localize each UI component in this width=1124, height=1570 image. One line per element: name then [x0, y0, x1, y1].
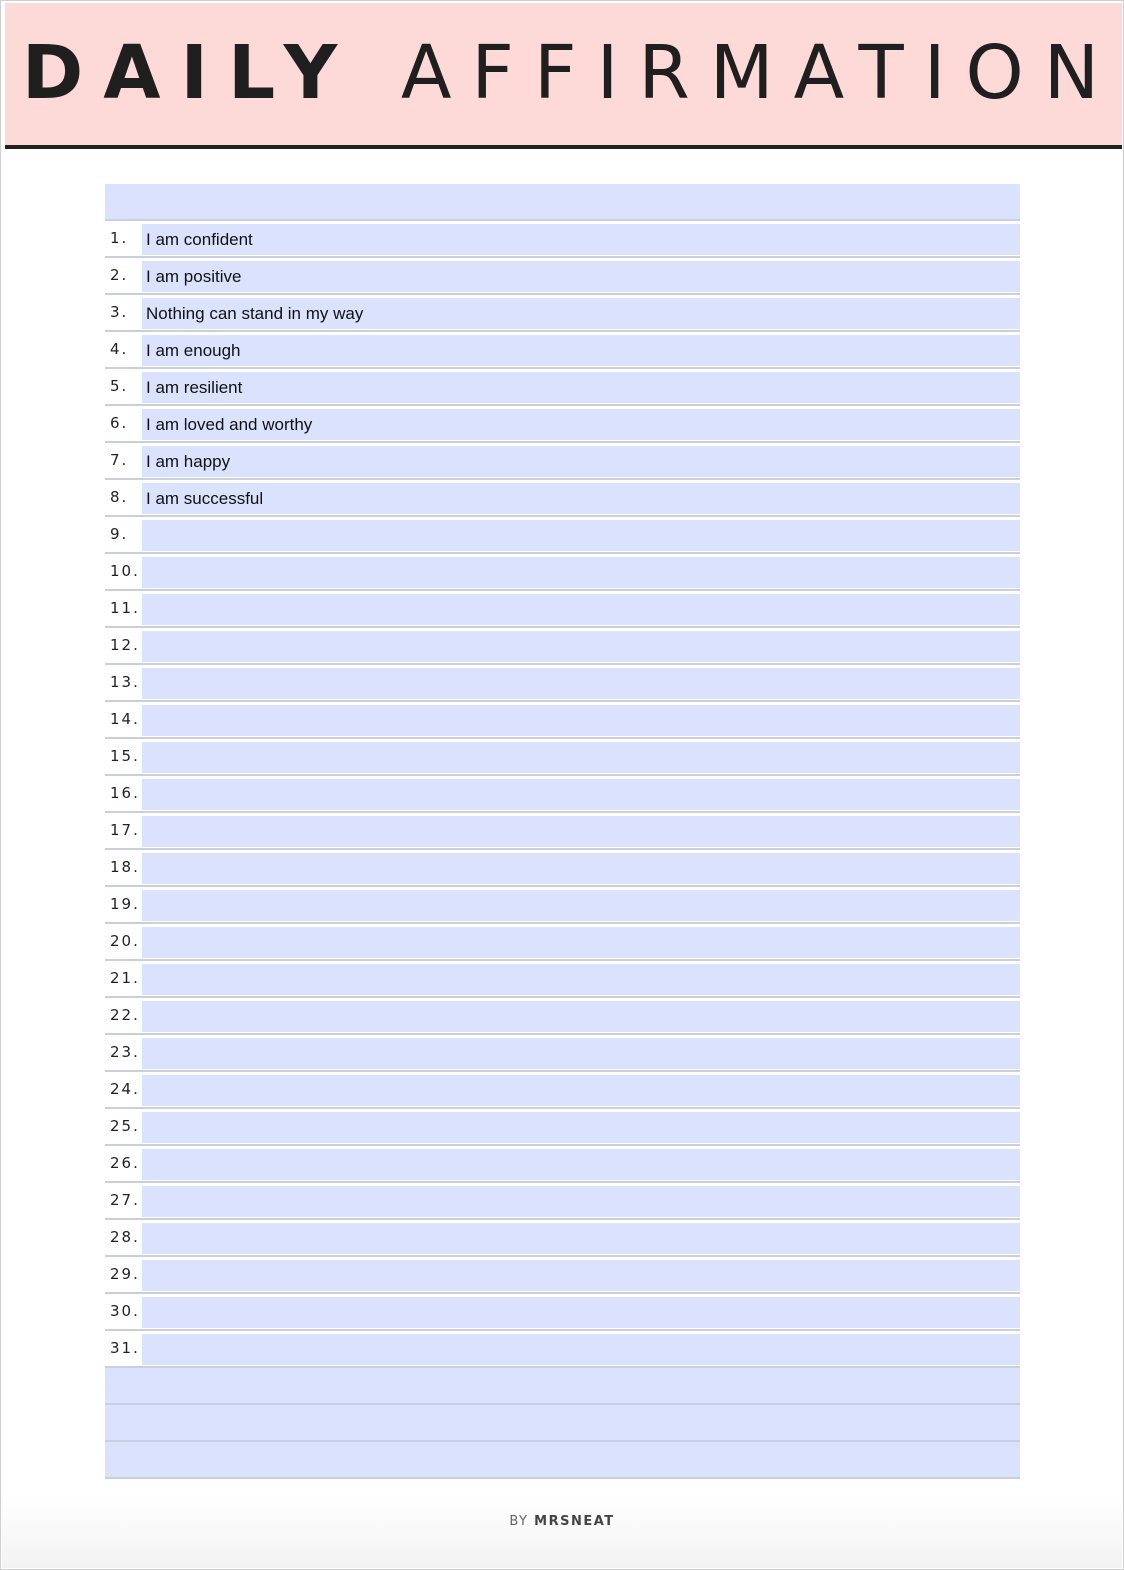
item-number: 9.	[110, 525, 129, 543]
item-number: 13.	[110, 673, 140, 691]
footer-band-1	[105, 1368, 1020, 1405]
affirmation-list	[105, 221, 1020, 1368]
affirmation-field[interactable]	[142, 1260, 1020, 1291]
affirmation-field[interactable]	[142, 816, 1020, 847]
list-item	[105, 961, 1020, 998]
affirmation-field[interactable]	[142, 1075, 1020, 1106]
item-number: 5.	[110, 377, 129, 395]
list-item	[105, 221, 1020, 258]
affirmation-field[interactable]	[142, 1001, 1020, 1032]
list-item	[105, 665, 1020, 702]
affirmation-field[interactable]	[142, 409, 1020, 440]
item-number: 10.	[110, 562, 140, 580]
title-word-daily: DAILY	[21, 30, 358, 116]
footer-credit	[1, 1514, 1123, 1529]
list-item	[105, 1146, 1020, 1183]
list-item	[105, 480, 1020, 517]
affirmation-text: I am loved and worthy	[146, 415, 313, 434]
list-item	[105, 628, 1020, 665]
affirmation-field[interactable]	[142, 1112, 1020, 1143]
item-number: 29.	[110, 1265, 140, 1283]
affirmation-field[interactable]	[142, 742, 1020, 773]
list-item	[105, 1183, 1020, 1220]
list-item	[105, 295, 1020, 332]
item-number: 16.	[110, 784, 140, 802]
page-title	[5, 31, 1122, 115]
affirmation-field[interactable]	[142, 853, 1020, 884]
affirmation-sheet	[105, 184, 1020, 1479]
header-banner	[5, 3, 1122, 149]
list-item	[105, 813, 1020, 850]
item-number: 11.	[110, 599, 140, 617]
list-item	[105, 369, 1020, 406]
list-item	[105, 1072, 1020, 1109]
footer-band-2	[105, 1405, 1020, 1442]
footer-shade	[2, 1498, 1122, 1568]
affirmation-field[interactable]	[142, 1038, 1020, 1069]
affirmation-field[interactable]	[142, 1334, 1020, 1365]
affirmation-text: I am resilient	[146, 378, 243, 397]
list-item	[105, 1035, 1020, 1072]
item-number: 28.	[110, 1228, 140, 1246]
affirmation-field[interactable]	[142, 1186, 1020, 1217]
affirmation-field[interactable]	[142, 594, 1020, 625]
affirmation-field[interactable]	[142, 261, 1020, 292]
footer-band-3	[105, 1442, 1020, 1479]
affirmation-field[interactable]	[142, 705, 1020, 736]
list-item	[105, 1257, 1020, 1294]
item-number: 7.	[110, 451, 129, 469]
list-item	[105, 1294, 1020, 1331]
list-item	[105, 1331, 1020, 1368]
affirmation-field[interactable]	[142, 779, 1020, 810]
item-number: 31.	[110, 1339, 140, 1357]
affirmation-field[interactable]	[142, 964, 1020, 995]
list-item	[105, 443, 1020, 480]
list-item	[105, 406, 1020, 443]
footer-prefix: BY	[509, 1514, 529, 1529]
footer-brand: MRSNEAT	[534, 1514, 615, 1529]
list-item	[105, 850, 1020, 887]
affirmation-field[interactable]	[142, 668, 1020, 699]
affirmation-field[interactable]	[142, 631, 1020, 662]
item-number: 21.	[110, 969, 140, 987]
item-number: 23.	[110, 1043, 140, 1061]
item-number: 26.	[110, 1154, 140, 1172]
affirmation-field[interactable]	[142, 557, 1020, 588]
list-item	[105, 258, 1020, 295]
affirmation-field[interactable]	[142, 1223, 1020, 1254]
affirmation-text: Nothing can stand in my way	[146, 304, 364, 323]
affirmation-field[interactable]	[142, 335, 1020, 366]
affirmation-field[interactable]	[142, 927, 1020, 958]
item-number: 3.	[110, 303, 129, 321]
affirmation-text: I am positive	[146, 267, 242, 286]
item-number: 4.	[110, 340, 129, 358]
title-word-affirmation: AFFIRMATION	[400, 30, 1120, 116]
item-number: 24.	[110, 1080, 140, 1098]
affirmation-field[interactable]	[142, 446, 1020, 477]
item-number: 14.	[110, 710, 140, 728]
affirmation-field[interactable]	[142, 224, 1020, 255]
affirmation-text: I am enough	[146, 341, 241, 360]
list-item	[105, 887, 1020, 924]
affirmation-field[interactable]	[142, 372, 1020, 403]
item-number: 8.	[110, 488, 129, 506]
affirmation-field[interactable]	[142, 298, 1020, 329]
list-item	[105, 1109, 1020, 1146]
affirmation-field[interactable]	[142, 1149, 1020, 1180]
item-number: 27.	[110, 1191, 140, 1209]
item-number: 18.	[110, 858, 140, 876]
affirmation-text: I am successful	[146, 489, 264, 508]
affirmation-text: I am confident	[146, 230, 253, 249]
item-number: 25.	[110, 1117, 140, 1135]
affirmation-field[interactable]	[142, 520, 1020, 551]
list-item	[105, 776, 1020, 813]
item-number: 12.	[110, 636, 140, 654]
affirmation-field[interactable]	[142, 890, 1020, 921]
item-number: 30.	[110, 1302, 140, 1320]
header-band	[105, 184, 1020, 221]
item-number: 2.	[110, 266, 129, 284]
list-item	[105, 924, 1020, 961]
list-item	[105, 1220, 1020, 1257]
list-item	[105, 517, 1020, 554]
list-item	[105, 739, 1020, 776]
list-item	[105, 998, 1020, 1035]
item-number: 6.	[110, 414, 129, 432]
item-number: 15.	[110, 747, 140, 765]
item-number: 19.	[110, 895, 140, 913]
list-item	[105, 554, 1020, 591]
item-number: 20.	[110, 932, 140, 950]
affirmation-field[interactable]	[142, 1297, 1020, 1328]
list-item	[105, 591, 1020, 628]
item-number: 22.	[110, 1006, 140, 1024]
list-item	[105, 702, 1020, 739]
item-number: 17.	[110, 821, 140, 839]
affirmation-field[interactable]	[142, 483, 1020, 514]
affirmation-text: I am happy	[146, 452, 231, 471]
list-item	[105, 332, 1020, 369]
item-number: 1.	[110, 229, 129, 247]
